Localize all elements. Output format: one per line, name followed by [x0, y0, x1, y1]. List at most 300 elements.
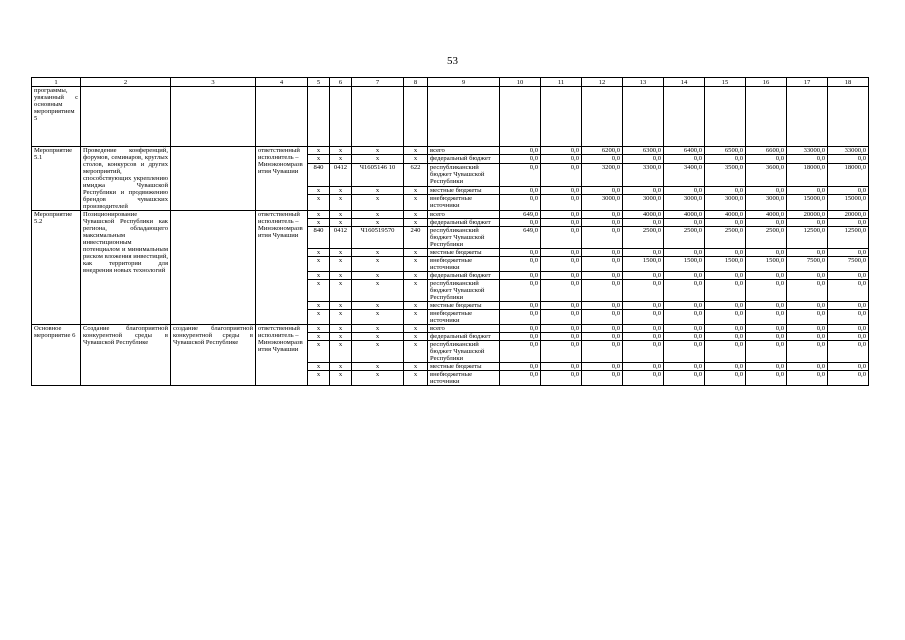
amount-cell: 0,0 [582, 301, 623, 309]
amount-cell: 0,0 [541, 301, 582, 309]
section-code-cell: x [330, 340, 352, 362]
amount-cell: 649,0 [500, 210, 541, 218]
amount-cell: 0,0 [582, 218, 623, 226]
amount-cell: 0,0 [582, 340, 623, 362]
amount-cell: 0,0 [582, 271, 623, 279]
executor-cell: ответственный исполнитель – Минэкономразвития Чувашии [256, 147, 308, 211]
amount-cell: 7500,0 [787, 256, 828, 271]
amount-cell: 0,0 [828, 218, 869, 226]
column-number-header: 2 [81, 78, 171, 87]
target-article-cell: Ч160519570 [352, 226, 404, 248]
amount-cell: 0,0 [828, 271, 869, 279]
amount-cell: 0,0 [582, 256, 623, 271]
section-code-cell: x [330, 362, 352, 370]
funding-source-cell: внебюджетные источники [428, 256, 500, 271]
column-number-header: 8 [404, 78, 428, 87]
amount-cell: 0,0 [828, 279, 869, 301]
amount-cell: 1500,0 [705, 256, 746, 271]
amount-cell: 0,0 [746, 186, 787, 194]
target-article-cell: x [352, 155, 404, 163]
section-code-cell: x [330, 210, 352, 218]
amount-cell: 0,0 [746, 155, 787, 163]
funding-source-cell: внебюджетные источники [428, 309, 500, 324]
amount-cell: 1500,0 [664, 256, 705, 271]
amount-cell: 0,0 [705, 218, 746, 226]
amount-cell: 0,0 [582, 155, 623, 163]
amount-cell: 3600,0 [746, 163, 787, 186]
funding-source-cell: местные бюджеты [428, 186, 500, 194]
amount-cell: 0,0 [787, 218, 828, 226]
amount-cell: 0,0 [664, 218, 705, 226]
amount-cell: 0,0 [582, 226, 623, 248]
amount-cell: 0,0 [582, 332, 623, 340]
amount-cell: 0,0 [664, 362, 705, 370]
budget-code-cell: x [308, 279, 330, 301]
section-code-cell: x [330, 186, 352, 194]
amount-cell: 1500,0 [746, 256, 787, 271]
target-article-cell: x [352, 218, 404, 226]
amount-cell: 20000,0 [787, 210, 828, 218]
amount-cell: 4000,0 [746, 210, 787, 218]
empty-cell [428, 87, 500, 147]
amount-cell: 0,0 [705, 309, 746, 324]
expense-type-cell: x [404, 147, 428, 155]
amount-cell: 6300,0 [623, 147, 664, 155]
target-article-cell: x [352, 324, 404, 332]
expense-type-cell: 240 [404, 226, 428, 248]
section-code-cell: x [330, 309, 352, 324]
empty-cell [787, 87, 828, 147]
carryover-row [32, 87, 869, 147]
amount-cell: 0,0 [582, 309, 623, 324]
activity-goal-cell: создание благоприятной конкурентной среды в Чувашской Республике [171, 324, 256, 385]
section-code-cell: x [330, 195, 352, 211]
amount-cell: 0,0 [746, 279, 787, 301]
budget-code-cell: x [308, 301, 330, 309]
funding-source-cell: федеральный бюджет [428, 271, 500, 279]
target-article-cell: x [352, 210, 404, 218]
amount-cell: 0,0 [623, 279, 664, 301]
section-code-cell: 0412 [330, 163, 352, 186]
funding-row [32, 324, 869, 332]
amount-cell: 0,0 [746, 340, 787, 362]
amount-cell: 0,0 [623, 332, 664, 340]
amount-cell: 0,0 [541, 186, 582, 194]
amount-cell: 0,0 [582, 324, 623, 332]
section-code-cell: x [330, 155, 352, 163]
target-article-cell: x [352, 309, 404, 324]
budget-code-cell: x [308, 340, 330, 362]
column-number-header: 4 [256, 78, 308, 87]
expense-type-cell: x [404, 309, 428, 324]
expense-type-cell: x [404, 195, 428, 211]
amount-cell: 12500,0 [828, 226, 869, 248]
amount-cell: 0,0 [500, 324, 541, 332]
amount-cell: 0,0 [705, 332, 746, 340]
amount-cell: 4000,0 [705, 210, 746, 218]
expense-type-cell: x [404, 186, 428, 194]
amount-cell: 0,0 [541, 218, 582, 226]
amount-cell: 0,0 [787, 332, 828, 340]
amount-cell: 0,0 [500, 155, 541, 163]
amount-cell: 0,0 [541, 195, 582, 211]
amount-cell: 4000,0 [664, 210, 705, 218]
amount-cell: 4000,0 [623, 210, 664, 218]
amount-cell: 0,0 [623, 186, 664, 194]
amount-cell: 0,0 [500, 362, 541, 370]
funding-source-cell: местные бюджеты [428, 301, 500, 309]
amount-cell: 0,0 [541, 309, 582, 324]
empty-cell [828, 87, 869, 147]
amount-cell: 0,0 [623, 362, 664, 370]
column-number-header: 3 [171, 78, 256, 87]
amount-cell: 12500,0 [787, 226, 828, 248]
amount-cell: 3000,0 [746, 195, 787, 211]
target-article-cell: x [352, 195, 404, 211]
activity-description-cell: Проведение конференций, форумов, семинаров, круглых столов, конкурсов и других мероприятий, способствующих укреплению имиджа Чувашской Республики и продвижению брендов чувашских производителей [81, 147, 171, 211]
amount-cell: 7500,0 [828, 256, 869, 271]
amount-cell: 0,0 [541, 279, 582, 301]
funding-row [32, 147, 869, 155]
amount-cell: 0,0 [787, 309, 828, 324]
amount-cell: 0,0 [664, 279, 705, 301]
expense-type-cell: x [404, 256, 428, 271]
expense-type-cell: x [404, 218, 428, 226]
budget-code-cell: x [308, 210, 330, 218]
amount-cell: 0,0 [541, 271, 582, 279]
target-article-cell: Ч1605146 10 [352, 163, 404, 186]
amount-cell: 0,0 [828, 155, 869, 163]
column-number-header: 9 [428, 78, 500, 87]
amount-cell: 0,0 [828, 362, 869, 370]
amount-cell: 0,0 [787, 271, 828, 279]
expense-type-cell: x [404, 279, 428, 301]
amount-cell: 0,0 [500, 147, 541, 155]
expense-type-cell: x [404, 370, 428, 385]
amount-cell: 0,0 [787, 248, 828, 256]
amount-cell: 0,0 [705, 279, 746, 301]
budget-code-cell: x [308, 332, 330, 340]
target-article-cell: x [352, 340, 404, 362]
amount-cell: 0,0 [623, 324, 664, 332]
column-number-header: 5 [308, 78, 330, 87]
column-number-header: 1 [32, 78, 81, 87]
expense-type-cell: x [404, 340, 428, 362]
empty-cell [330, 87, 352, 147]
expense-type-cell: x [404, 210, 428, 218]
empty-cell [81, 87, 171, 147]
amount-cell: 0,0 [582, 370, 623, 385]
funding-source-cell: республиканский бюджет Чувашской Республики [428, 279, 500, 301]
target-article-cell: x [352, 147, 404, 155]
funding-source-cell: всего [428, 210, 500, 218]
amount-cell: 0,0 [664, 271, 705, 279]
empty-cell [256, 87, 308, 147]
activity-goal-cell [171, 147, 256, 211]
section-code-cell: x [330, 301, 352, 309]
amount-cell: 0,0 [664, 301, 705, 309]
amount-cell: 0,0 [541, 210, 582, 218]
funding-source-cell: республиканский бюджет Чувашской Республики [428, 340, 500, 362]
expense-type-cell: x [404, 155, 428, 163]
amount-cell: 0,0 [664, 332, 705, 340]
amount-cell: 0,0 [582, 248, 623, 256]
amount-cell: 0,0 [541, 256, 582, 271]
amount-cell: 0,0 [500, 271, 541, 279]
column-number-header: 13 [623, 78, 664, 87]
section-code-cell: x [330, 370, 352, 385]
amount-cell: 6600,0 [746, 147, 787, 155]
budget-code-cell: x [308, 195, 330, 211]
column-number-header: 6 [330, 78, 352, 87]
amount-cell: 0,0 [787, 362, 828, 370]
amount-cell: 0,0 [746, 332, 787, 340]
section-code-cell: x [330, 248, 352, 256]
amount-cell: 18000,0 [828, 163, 869, 186]
amount-cell: 0,0 [500, 301, 541, 309]
amount-cell: 0,0 [623, 218, 664, 226]
amount-cell: 0,0 [664, 370, 705, 385]
budget-code-cell: 840 [308, 163, 330, 186]
amount-cell: 1500,0 [623, 256, 664, 271]
expense-type-cell: x [404, 271, 428, 279]
amount-cell: 0,0 [541, 362, 582, 370]
amount-cell: 0,0 [664, 309, 705, 324]
amount-cell: 0,0 [664, 324, 705, 332]
amount-cell: 3300,0 [623, 163, 664, 186]
target-article-cell: x [352, 370, 404, 385]
funding-source-cell: всего [428, 324, 500, 332]
empty-cell [541, 87, 582, 147]
budget-code-cell: x [308, 256, 330, 271]
funding-source-cell: федеральный бюджет [428, 332, 500, 340]
amount-cell: 0,0 [705, 340, 746, 362]
amount-cell: 0,0 [828, 309, 869, 324]
section-code-cell: x [330, 279, 352, 301]
expense-type-cell: x [404, 324, 428, 332]
empty-cell [623, 87, 664, 147]
budget-code-cell: x [308, 309, 330, 324]
amount-cell: 0,0 [746, 218, 787, 226]
amount-cell: 0,0 [500, 256, 541, 271]
amount-cell: 0,0 [705, 362, 746, 370]
amount-cell: 0,0 [541, 155, 582, 163]
section-code-cell: x [330, 147, 352, 155]
amount-cell: 2500,0 [623, 226, 664, 248]
budget-code-cell: x [308, 218, 330, 226]
funding-source-cell: республиканский бюджет Чувашской Республики [428, 163, 500, 186]
amount-cell: 6500,0 [705, 147, 746, 155]
budget-code-cell: x [308, 155, 330, 163]
amount-cell: 0,0 [828, 332, 869, 340]
empty-cell [500, 87, 541, 147]
amount-cell: 0,0 [828, 340, 869, 362]
amount-cell: 0,0 [541, 370, 582, 385]
amount-cell: 0,0 [746, 362, 787, 370]
amount-cell: 0,0 [746, 271, 787, 279]
funding-source-cell: внебюджетные источники [428, 195, 500, 211]
amount-cell: 6200,0 [582, 147, 623, 155]
activity-description-cell: Позиционирование Чувашской Республики как региона, обладающего максимальным инвестиционным потенциалом и минимальным риском вложения инвестиций, как территории для внедрения новых технологий [81, 210, 171, 324]
amount-cell: 0,0 [541, 324, 582, 332]
amount-cell: 0,0 [787, 279, 828, 301]
section-code-cell: x [330, 332, 352, 340]
expense-type-cell: x [404, 332, 428, 340]
empty-cell [352, 87, 404, 147]
section-code-cell: x [330, 256, 352, 271]
amount-cell: 0,0 [705, 248, 746, 256]
section-code-cell: x [330, 324, 352, 332]
amount-cell: 0,0 [746, 309, 787, 324]
budget-code-cell: x [308, 248, 330, 256]
budget-code-cell: x [308, 147, 330, 155]
amount-cell: 0,0 [500, 248, 541, 256]
activity-description-cell: Создание благоприятной конкурентной среды в Чувашской Республике [81, 324, 171, 385]
amount-cell: 0,0 [828, 248, 869, 256]
empty-cell [171, 87, 256, 147]
amount-cell: 0,0 [664, 155, 705, 163]
column-number-header: 11 [541, 78, 582, 87]
executor-cell: ответственный исполнитель – Минэкономразвития Чувашии [256, 324, 308, 385]
funding-source-cell: местные бюджеты [428, 362, 500, 370]
amount-cell: 33000,0 [828, 147, 869, 155]
empty-cell [705, 87, 746, 147]
amount-cell: 0,0 [705, 155, 746, 163]
amount-cell: 0,0 [746, 370, 787, 385]
amount-cell: 0,0 [541, 226, 582, 248]
amount-cell: 0,0 [500, 195, 541, 211]
budget-table-body [32, 78, 869, 386]
amount-cell: 0,0 [582, 186, 623, 194]
amount-cell: 0,0 [623, 155, 664, 163]
section-code-cell: 0412 [330, 226, 352, 248]
amount-cell: 2500,0 [746, 226, 787, 248]
budget-code-cell: x [308, 324, 330, 332]
amount-cell: 0,0 [582, 362, 623, 370]
activity-id-cell: Мероприятие 5.1 [32, 147, 81, 211]
amount-cell: 0,0 [582, 210, 623, 218]
activity-id-cell: Основное мероприятие 6 [32, 324, 81, 385]
amount-cell: 0,0 [582, 279, 623, 301]
column-number-header: 10 [500, 78, 541, 87]
amount-cell: 0,0 [828, 370, 869, 385]
column-number-header: 18 [828, 78, 869, 87]
expense-type-cell: x [404, 301, 428, 309]
target-article-cell: x [352, 248, 404, 256]
section-code-cell: x [330, 271, 352, 279]
amount-cell: 0,0 [828, 324, 869, 332]
amount-cell: 15000,0 [828, 195, 869, 211]
budget-code-cell: x [308, 271, 330, 279]
amount-cell: 0,0 [746, 248, 787, 256]
funding-source-cell: республиканский бюджет Чувашской Республики [428, 226, 500, 248]
amount-cell: 0,0 [541, 248, 582, 256]
amount-cell: 0,0 [500, 279, 541, 301]
amount-cell: 3000,0 [623, 195, 664, 211]
empty-cell [308, 87, 330, 147]
amount-cell: 0,0 [664, 186, 705, 194]
budget-code-cell: x [308, 186, 330, 194]
budget-code-cell: 840 [308, 226, 330, 248]
column-number-header: 16 [746, 78, 787, 87]
amount-cell: 0,0 [500, 163, 541, 186]
amount-cell: 0,0 [500, 309, 541, 324]
amount-cell: 0,0 [705, 324, 746, 332]
amount-cell: 3200,0 [582, 163, 623, 186]
amount-cell: 0,0 [623, 271, 664, 279]
empty-cell [664, 87, 705, 147]
activity-goal-cell [171, 210, 256, 324]
empty-cell [746, 87, 787, 147]
funding-source-cell: федеральный бюджет [428, 155, 500, 163]
funding-source-cell: федеральный бюджет [428, 218, 500, 226]
amount-cell: 0,0 [664, 340, 705, 362]
carryover-cell: программы, увязанный с основным мероприятием 5 [32, 87, 81, 147]
section-code-cell: x [330, 218, 352, 226]
amount-cell: 0,0 [705, 370, 746, 385]
target-article-cell: x [352, 301, 404, 309]
amount-cell: 0,0 [746, 324, 787, 332]
amount-cell: 0,0 [541, 147, 582, 155]
amount-cell: 2500,0 [705, 226, 746, 248]
expense-type-cell: x [404, 362, 428, 370]
amount-cell: 0,0 [623, 309, 664, 324]
target-article-cell: x [352, 362, 404, 370]
amount-cell: 3000,0 [582, 195, 623, 211]
amount-cell: 0,0 [500, 370, 541, 385]
amount-cell: 0,0 [623, 370, 664, 385]
amount-cell: 0,0 [787, 155, 828, 163]
amount-cell: 18000,0 [787, 163, 828, 186]
amount-cell: 0,0 [500, 332, 541, 340]
amount-cell: 0,0 [541, 163, 582, 186]
expense-type-cell: x [404, 248, 428, 256]
funding-source-cell: внебюджетные источники [428, 370, 500, 385]
amount-cell: 0,0 [500, 186, 541, 194]
target-article-cell: x [352, 186, 404, 194]
amount-cell: 2500,0 [664, 226, 705, 248]
amount-cell: 0,0 [705, 271, 746, 279]
amount-cell: 0,0 [541, 340, 582, 362]
amount-cell: 0,0 [541, 332, 582, 340]
target-article-cell: x [352, 256, 404, 271]
header-row [32, 78, 869, 87]
funding-source-cell: местные бюджеты [428, 248, 500, 256]
amount-cell: 3000,0 [664, 195, 705, 211]
column-number-header: 15 [705, 78, 746, 87]
amount-cell: 649,0 [500, 226, 541, 248]
amount-cell: 0,0 [623, 301, 664, 309]
funding-source-cell: всего [428, 147, 500, 155]
amount-cell: 0,0 [705, 186, 746, 194]
expense-type-cell: 622 [404, 163, 428, 186]
target-article-cell: x [352, 332, 404, 340]
amount-cell: 0,0 [746, 301, 787, 309]
column-number-header: 17 [787, 78, 828, 87]
page-number: 53 [447, 55, 458, 67]
amount-cell: 3500,0 [705, 163, 746, 186]
budget-table [31, 77, 869, 386]
amount-cell: 0,0 [623, 248, 664, 256]
budget-code-cell: x [308, 362, 330, 370]
amount-cell: 0,0 [664, 248, 705, 256]
amount-cell: 0,0 [623, 340, 664, 362]
executor-cell: ответственный исполнитель – Минэкономразвития Чувашии [256, 210, 308, 324]
amount-cell: 0,0 [500, 340, 541, 362]
amount-cell: 20000,0 [828, 210, 869, 218]
empty-cell [404, 87, 428, 147]
amount-cell: 0,0 [828, 186, 869, 194]
